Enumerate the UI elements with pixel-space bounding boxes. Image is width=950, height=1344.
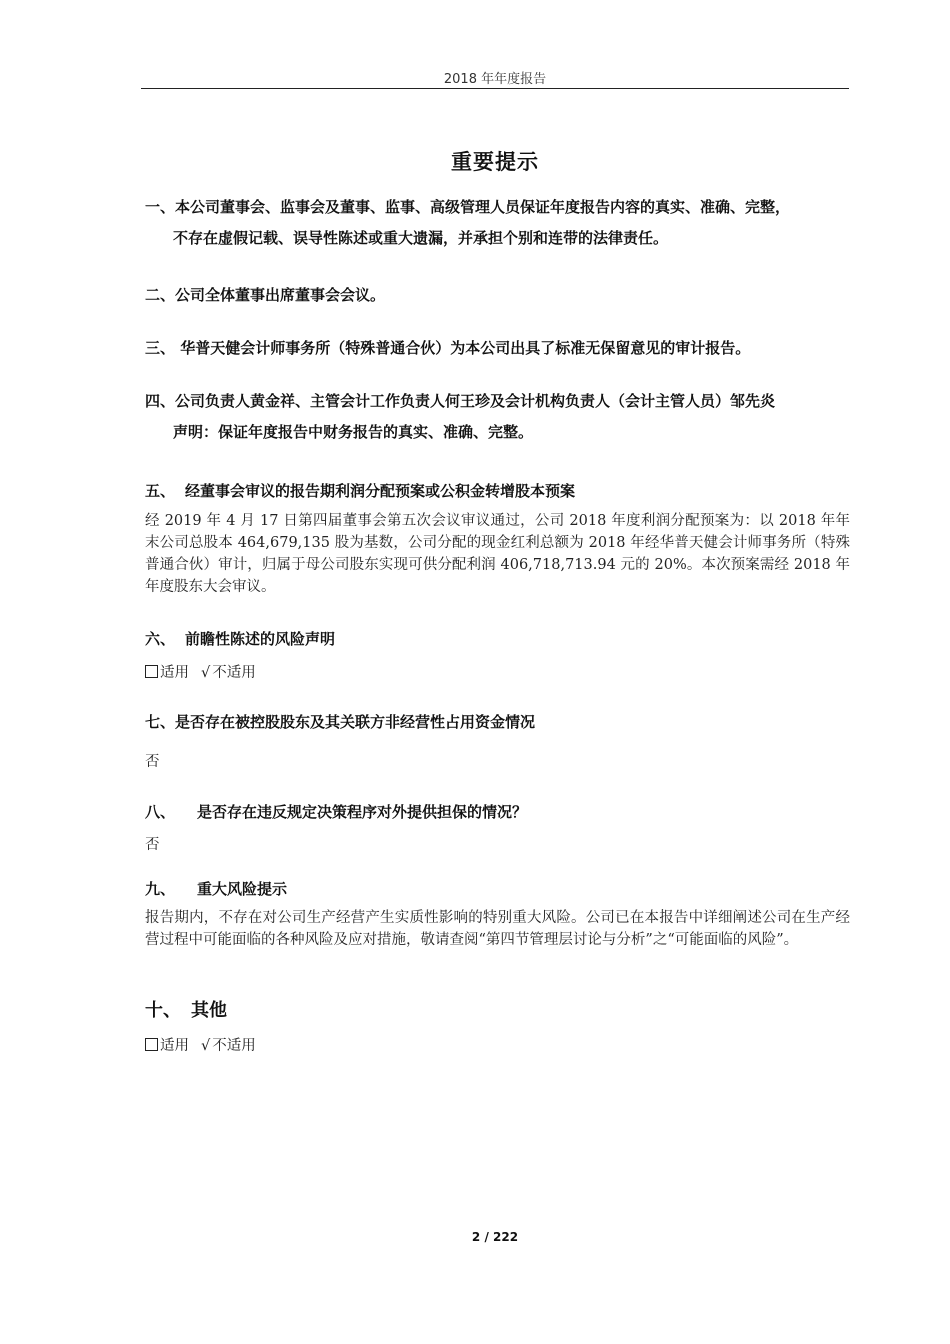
- option-applicable-label: 适用: [160, 665, 189, 681]
- notice-item-1-line2: 不存在虚假记载、误导性陈述或重大遗漏，并承担个别和连带的法律责任。: [173, 229, 669, 247]
- notice-item-4-line2: 声明：保证年度报告中财务报告的真实、准确、完整。: [173, 423, 534, 441]
- section-9-title: 重大风险提示: [197, 880, 288, 898]
- section-5-number: 五、: [145, 482, 176, 500]
- section-9-heading: [145, 878, 850, 899]
- section-5-body: 经 2019 年 4 月 17 日第四届董事会第五次会议审议通过，公司 2018 年度利润分配预案为：以 2018 年年末公司总股本 464,679,135 股为基数，公司分配的现金红利总额为 2018 年经华普天健会计师事务所（特殊普通合伙）审计，归属于母公司股东实现可供分配利润 406,718,713.94 元的 20%。本次预案需经 2018 年年度股东大会审议。: [145, 513, 850, 595]
- option-applicable-label: 适用: [160, 1038, 189, 1054]
- section-5-heading: [145, 480, 850, 501]
- checkbox-icon: [145, 665, 158, 678]
- running-header: 2018 年年度报告: [443, 72, 547, 87]
- section-8-number: 八、: [145, 803, 176, 821]
- section-6-options: [145, 661, 256, 682]
- checkmark-icon: √: [201, 665, 211, 681]
- notice-item-1: [145, 192, 850, 254]
- page-number: 2 / 222: [471, 1230, 519, 1244]
- section-9-number: 九、: [145, 880, 176, 898]
- page-title: 重要提示: [451, 150, 539, 174]
- notice-item-2-text: 二、公司全体董事出席董事会会议。: [145, 286, 386, 304]
- notice-item-4-line1: 四、公司负责人黄金祥、主管会计工作负责人何王珍及会计机构负责人（会计主管人员）邹先炎: [145, 392, 776, 410]
- section-6-title: 前瞻性陈述的风险声明: [185, 630, 336, 648]
- notice-item-1-line1: 一、本公司董事会、监事会及董事、监事、高级管理人员保证年度报告内容的真实、准确、完整，: [145, 198, 791, 216]
- section-8-title: 是否存在违反规定决策程序对外提供担保的情况？: [197, 803, 528, 821]
- section-8-heading: [145, 801, 850, 822]
- header-divider: [141, 88, 849, 89]
- section-6-number: 六、: [145, 630, 176, 648]
- section-7-heading: [145, 711, 850, 732]
- notice-item-2: [145, 280, 850, 311]
- checkmark-icon: √: [201, 1038, 211, 1054]
- section-9-body: 报告期内，不存在对公司生产经营产生实质性影响的特别重大风险。公司已在本报告中详细阐述公司在生产经营过程中可能面临的各种风险及应对措施，敬请查阅“第四节管理层讨论与分析”之“可能面临的风险”。: [145, 910, 850, 948]
- section-10-options: [145, 1034, 256, 1055]
- section-7-answer: 否: [145, 754, 160, 770]
- notice-item-3-text: 三、 华普天健会计师事务所（特殊普通合伙）为本公司出具了标准无保留意见的审计报告。: [145, 339, 751, 357]
- section-6-heading: [145, 628, 850, 649]
- section-5-title: 经董事会审议的报告期利润分配预案或公积金转增股本预案: [185, 482, 576, 500]
- section-8-answer: 否: [145, 837, 160, 853]
- notice-item-3: [145, 333, 850, 364]
- option-not-applicable-label: 不适用: [212, 1038, 256, 1054]
- section-10-title: 其他: [191, 1000, 227, 1021]
- section-7-title: 七、是否存在被控股股东及其关联方非经营性占用资金情况: [145, 713, 536, 731]
- section-10-number: 十、: [145, 1000, 181, 1021]
- section-10-heading: [145, 996, 227, 1022]
- notice-item-4: [145, 386, 850, 448]
- option-not-applicable-label: 不适用: [212, 665, 256, 681]
- checkbox-icon: [145, 1038, 158, 1051]
